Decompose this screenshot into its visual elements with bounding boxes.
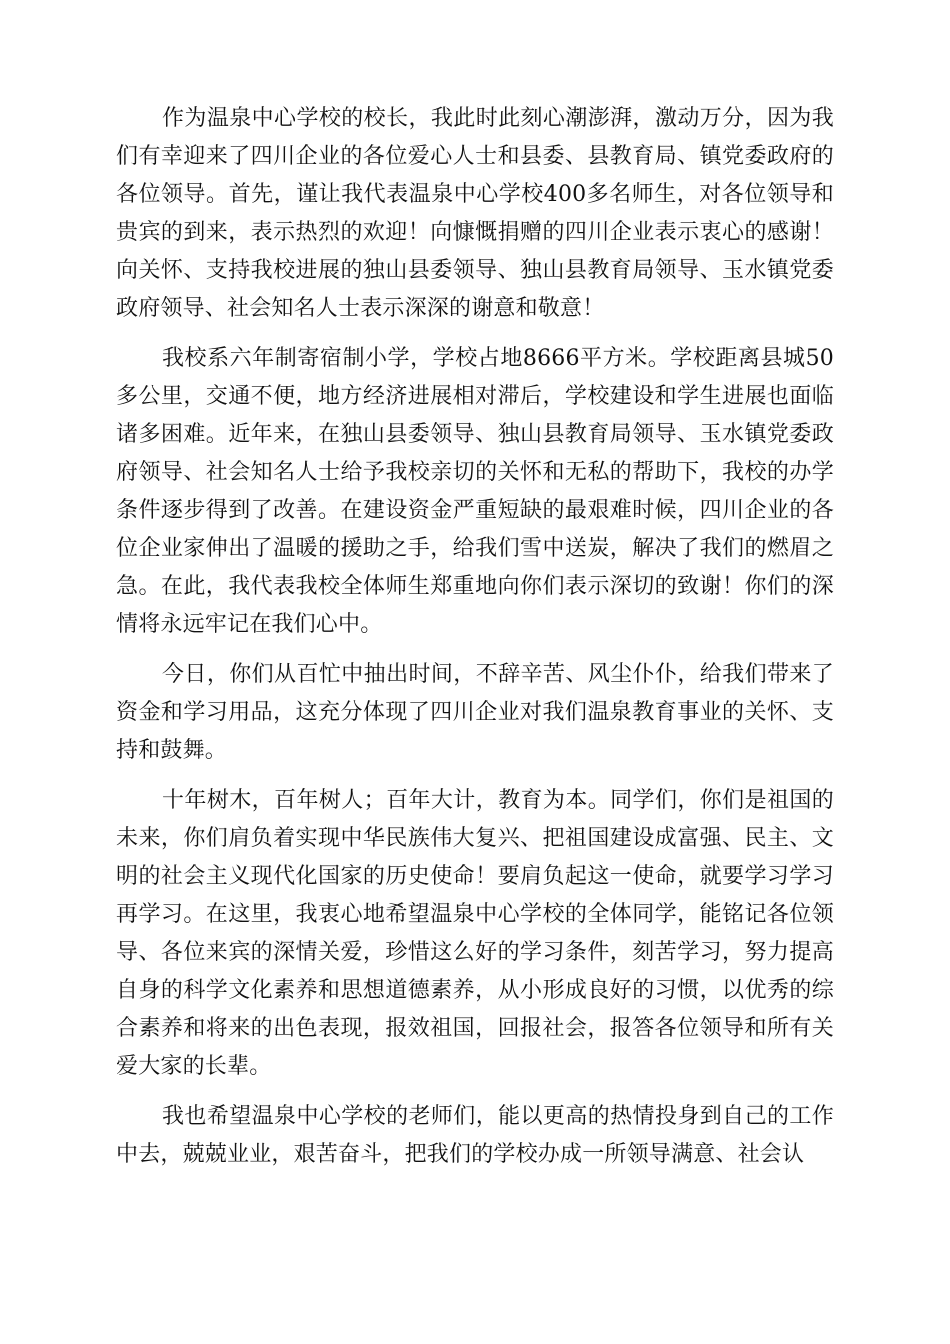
paragraph-welcome: 作为温泉中心学校的校长，我此时此刻心潮澎湃，激动万分，因为我们有幸迎来了四川企业的各位爱心人士和县委、县教育局、镇党委政府的各位领导。首先，谨让我代表温泉中心学校400多名师生，对各位领导和贵宾的到来，表示热烈的欢迎！向慷慨捐赠的四川企业表示衷心的感谢！向关怀、支持我校进展的独山县委领导、独山县教育局领导、玉水镇党委政府领导、社会知名人士表示深深的谢意和敬意！ — [116, 106, 834, 321]
paragraph-today: 今日，你们从百忙中抽出时间，不辞辛苦、风尘仆仆，给我们带来了资金和学习用品，这充分体现了四川企业对我们温泉教育事业的关怀、支持和鼓舞。 — [116, 662, 834, 763]
paragraph-students: 十年树木，百年树人；百年大计，教育为本。同学们，你们是祖国的未来，你们肩负着实现中华民族伟大复兴、把祖国建设成富强、民主、文明的社会主义现代化国家的历史使命！要肩负起这一使命，就要学习学习再学习。在这里，我衷心地希望温泉中心学校的全体同学，能铭记各位领导、各位来宾的深情关爱，珍惜这么好的学习条件，刻苦学习，努力提高自身的科学文化素养和思想道德素养，从小形成良好的习惯，以优秀的综合素养和将来的出色表现，报效祖国，回报社会，报答各位领导和所有关爱大家的长辈。 — [116, 788, 834, 1079]
paragraph-teachers: 我也希望温泉中心学校的老师们，能以更高的热情投身到自己的工作中去，兢兢业业，艰苦奋斗，把我们的学校办成一所领导满意、社会认 — [116, 1104, 834, 1167]
paragraph-school-intro: 我校系六年制寄宿制小学，学校占地8666平方米。学校距离县城50多公里，交通不便，地方经济进展相对滞后，学校建设和学生进展也面临诸多困难。近年来，在独山县委领导、独山县教育局领导、玉水镇党委政府领导、社会知名人士给予我校亲切的关怀和无私的帮助下，我校的办学条件逐步得到了改善。在建设资金严重短缺的最艰难时候，四川企业的各位企业家伸出了温暖的援助之手，给我们雪中送炭，解决了我们的燃眉之急。在此，我代表我校全体师生郑重地向你们表示深切的致谢！你们的深情将永远牢记在我们心中。 — [116, 346, 834, 637]
